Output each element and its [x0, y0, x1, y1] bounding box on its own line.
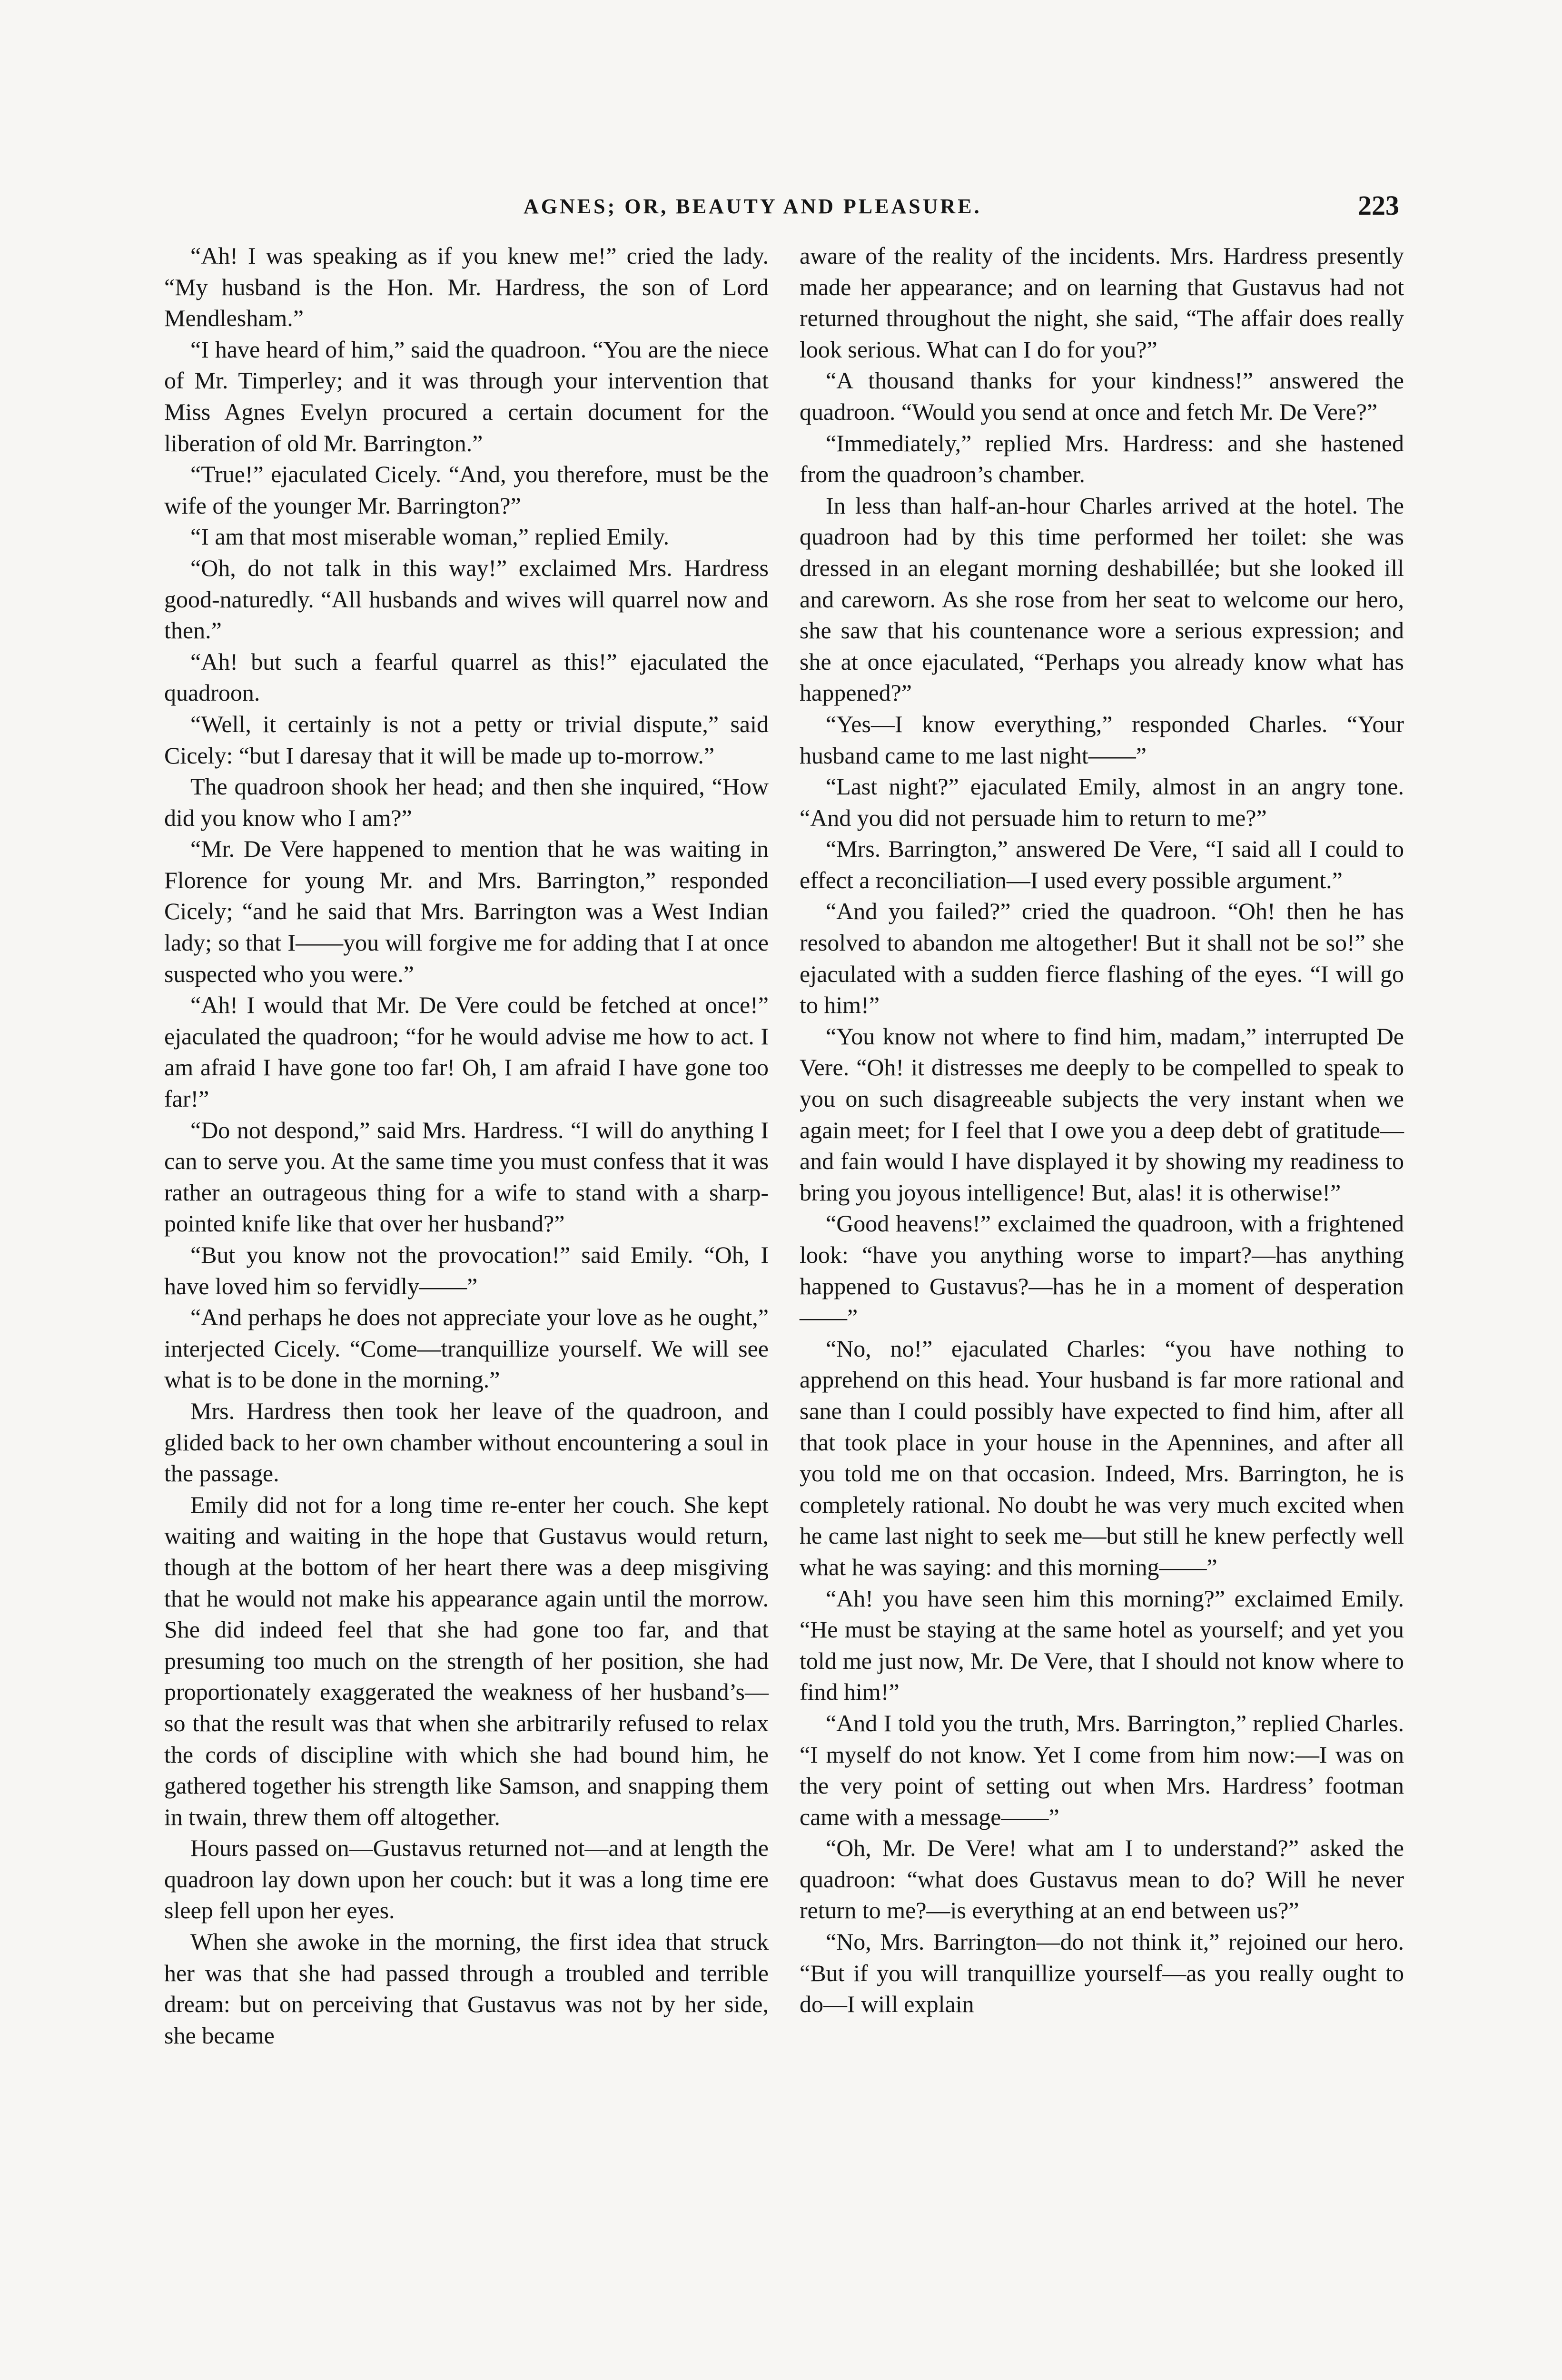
- paragraph: “And perhaps he does not appreciate your love as he ought,” interjected Cicely. “Come—tranquillize yourself. We will see what is to be done in the morning.”: [164, 1304, 769, 1393]
- paragraph: “Mr. De Vere happened to mention that he was waiting in Florence for young Mr. and Mrs. Barrington,” responded Cicely; “and he said that Mrs. Barrington was a West Indian lady; so that I——you will forgive me for adding that I at once suspected who you were.”: [164, 835, 769, 987]
- paragraph: “A thousand thanks for your kindness!” answered the quadroon. “Would you send at once and fetch Mr. De Vere?”: [800, 367, 1404, 425]
- paragraph: “But you know not the provocation!” said Emily. “Oh, I have loved him so fervidly——”: [164, 1241, 769, 1299]
- paragraph: “Ah! but such a fearful quarrel as this!” ejaculated the quadroon.: [164, 648, 769, 706]
- left-column: [164, 240, 769, 2051]
- paragraph: “Oh, Mr. De Vere! what am I to understand?” asked the quadroon: “what does Gustavus mean to do? Will he never return to me?—is everything at an end between us?”: [800, 1835, 1404, 1924]
- paragraph: In less than half-an-hour Charles arrived at the hotel. The quadroon had by this time performed her toilet: she was dressed in an elegant morning deshabillée; but she looked ill and careworn. As she rose from her seat to welcome our hero, she saw that his countenance wore a serious expression; and she at once ejaculated, “Perhaps you already know what has happened?”: [800, 492, 1404, 706]
- paragraph: “Ah! I was speaking as if you knew me!” cried the lady. “My husband is the Hon. Mr. Hardress, the son of Lord Mendlesham.”: [164, 242, 769, 332]
- paragraph: “And I told you the truth, Mrs. Barrington,” replied Charles. “I myself do not know. Yet I come from him now:—I was on the very point of setting out when Mrs. Hardress’ footman came with a message——”: [800, 1709, 1404, 1830]
- paragraph: “Well, it certainly is not a petty or trivial dispute,” said Cicely: “but I daresay that it will be made up to-morrow.”: [164, 710, 769, 769]
- paragraph: “Good heavens!” exclaimed the quadroon, with a frightened look: “have you anything worse to impart?—has anything happened to Gustavus?—has he in a moment of desperation——”: [800, 1210, 1404, 1331]
- paragraph: “No, Mrs. Barrington—do not think it,” rejoined our hero. “But if you will tranquillize yourself—as you really ought to do—I will explain: [800, 1928, 1404, 2018]
- paragraph: “I have heard of him,” said the quadroon. “You are the niece of Mr. Timperley; and it was through your intervention that Miss Agnes Evelyn procured a certain document for the liberation of old Mr. Barrington.”: [164, 336, 769, 456]
- paragraph: “No, no!” ejaculated Charles: “you have nothing to apprehend on this head. Your husband is far more rational and sane than I could possibly have expected to find him, after all that took place in your house in the Apennines, and after all you told me on that occasion. Indeed, Mrs. Barrington, he is completely rational. No doubt he was very much excited when he came last night to seek me—but still he knew perfectly well what he was saying: and this morning——”: [800, 1335, 1404, 1580]
- page-number: 223: [1358, 190, 1399, 221]
- paragraph: Emily did not for a long time re-enter her couch. She kept waiting and waiting in the hope that Gustavus would return, though at the bottom of her heart there was a deep misgiving that he would not make his appearance again until the morrow. She did indeed feel that she had gone too far, and that presuming too much on the strength of her position, she had proportionately exaggerated the weakness of her husband’s—so that the result was that when she arbitrarily refused to relax the cords of discipline with which she had bound him, he gathered together his strength like Samson, and snapping them in twain, threw them off altogether.: [164, 1491, 769, 1830]
- paragraph: When she awoke in the morning, the first idea that struck her was that she had passed through a troubled and terrible dream: but on perceiving that Gustavus was not by her side, she became: [164, 1928, 769, 2049]
- paragraph: Mrs. Hardress then took her leave of the quadroon, and glided back to her own chamber without encountering a soul in the passage.: [164, 1397, 769, 1487]
- paragraph: “You know not where to find him, madam,” interrupted De Vere. “Oh! it distresses me deeply to be compelled to speak to you on such disagreeable subjects the very instant when we again meet; for I feel that I owe you a deep debt of gratitude—and fain would I have displayed it by showing my readiness to bring you joyous intelligence! But, alas! it is otherwise!”: [800, 1022, 1404, 1206]
- right-column: [800, 240, 1404, 2020]
- paragraph: “Do not despond,” said Mrs. Hardress. “I will do anything I can to serve you. At the same time you must confess that it was rather an outrageous thing for a wife to stand with a sharp-pointed knife like that over her husband?”: [164, 1116, 769, 1237]
- paragraph-continued: aware of the reality of the incidents. Mrs. Hardress presently made her appearance; and on learning that Gustavus had not returned throughout the night, she said, “The affair does really look serious. What can I do for you?”: [800, 242, 1404, 363]
- running-title: AGNES; OR, BEAUTY AND PLEASURE.: [524, 195, 982, 218]
- paragraph: The quadroon shook her head; and then she inquired, “How did you know who I am?”: [164, 773, 769, 831]
- paragraph: “Ah! you have seen him this morning?” exclaimed Emily. “He must be staying at the same hotel as yourself; and yet you told me just now, Mr. De Vere, that I should not know where to find him!”: [800, 1585, 1404, 1706]
- paragraph: “Ah! I would that Mr. De Vere could be fetched at once!” ejaculated the quadroon; “for he would advise me how to act. I am afraid I have gone too far! Oh, I am afraid I have gone too far!”: [164, 992, 769, 1112]
- paragraph: Hours passed on—Gustavus returned not—and at length the quadroon lay down upon her couch: but it was a long time ere sleep fell upon her eyes.: [164, 1835, 769, 1924]
- paragraph: “Mrs. Barrington,” answered De Vere, “I said all I could to effect a reconciliation—I used every possible argument.”: [800, 835, 1404, 893]
- paragraph: “And you failed?” cried the quadroon. “Oh! then he has resolved to abandon me altogether! But it shall not be so!” she ejaculated with a sudden fierce flashing of the eyes. “I will go to him!”: [800, 898, 1404, 1019]
- paragraph: “Oh, do not talk in this way!” exclaimed Mrs. Hardress good-naturedly. “All husbands and wives will quarrel now and then.”: [164, 554, 769, 644]
- page-header: [200, 186, 1399, 238]
- paragraph: “I am that most miserable woman,” replied Emily.: [190, 523, 670, 550]
- paragraph: “Immediately,” replied Mrs. Hardress: and she hastened from the quadroon’s chamber.: [800, 429, 1404, 488]
- paragraph: “True!” ejaculated Cicely. “And, you therefore, must be the wife of the younger Mr. Barrington?”: [164, 461, 769, 519]
- paragraph: “Yes—I know everything,” responded Charles. “Your husband came to me last night——”: [800, 710, 1404, 769]
- paragraph: “Last night?” ejaculated Emily, almost in an angry tone. “And you did not persuade him to return to me?”: [800, 773, 1404, 831]
